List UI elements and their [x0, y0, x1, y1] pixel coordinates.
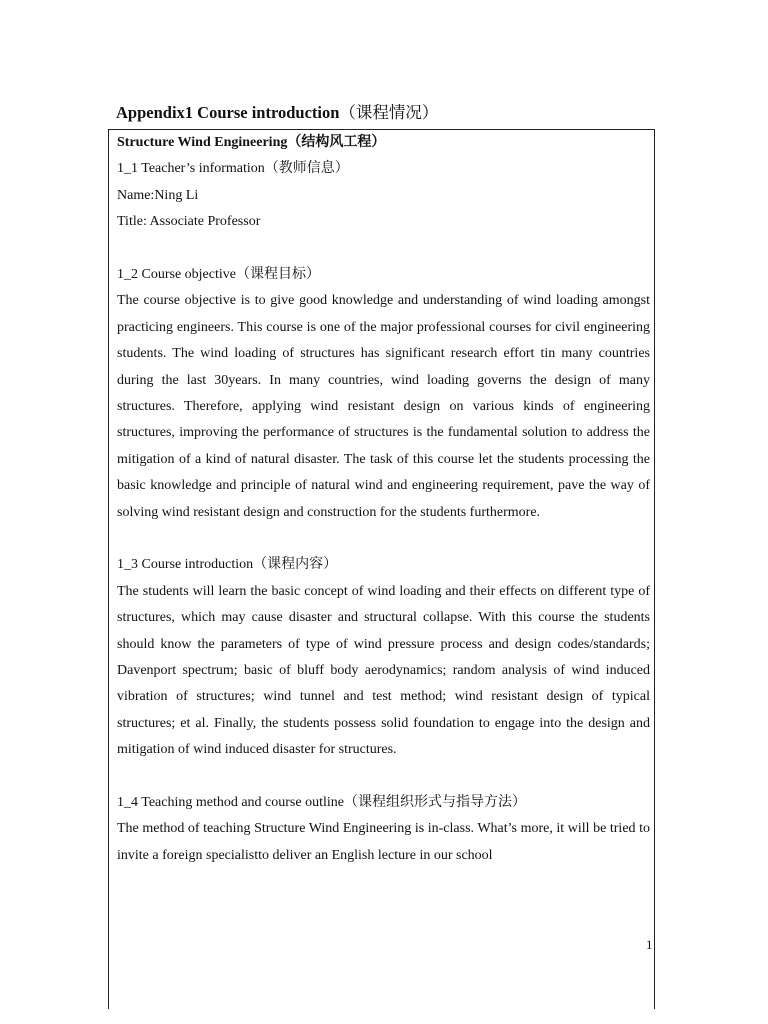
course-name-en: Structure Wind Engineering — [117, 135, 288, 150]
spacer — [117, 236, 650, 262]
introduction-paragraph: The students will learn the basic concept of wind loading and their effects on different type of structures, which may cause disaster and structural collapse. With this course the students should know the parameters of type of wind pressure process and design codes/standards; Davenport spectrum; basic of bluff body aerodynamics; random analysis of wind induced vibration of structures; wind tunnel and test method; wind resistant design of typical structures; et al. Finally, the students possess solid foundation to engage into the design and mitigation of wind induced disaster for structures. — [117, 583, 650, 758]
objective-section-title: 1_2 Course objective — [117, 266, 236, 282]
heading-title: Appendix1 Course introduction — [116, 103, 340, 122]
teacher-name: Name:Ning Li — [117, 187, 199, 203]
teaching-paragraph: The method of teaching Structure Wind Engineering is in-class. What’s more, it will be tried to invite a foreign specialistto deliver an English lecture in our school — [117, 821, 650, 863]
teacher-section-heading — [117, 156, 650, 182]
spacer — [117, 526, 650, 552]
course-info-table — [108, 129, 655, 1009]
objective-paragraph: The course objective is to give good knowledge and understanding of wind loading amongst practicing engineers. This course is one of the major professional courses for civil engineering students. The wind loading of structures has significant research effort tin many countries during the last 30years. In many countries, wind loading governs the design of many structures. Therefore, applying wind resistant design on various kinds of engineering structures, improving the performance of structures is the fundamental solution to address the mitigation of a kind of natural disaster. The task of this course let the students processing the basic knowledge and principle of natural wind and engineering requirement, pave the way of solving wind resistant design and construction for the students furthermore. — [117, 293, 650, 520]
teacher-section-title: 1_1 Teacher’s information — [117, 161, 265, 177]
course-name-cn: （结构风工程） — [287, 135, 386, 150]
teaching-section-heading — [117, 790, 650, 816]
page-heading — [116, 101, 438, 125]
introduction-section-title-cn: （课程内容） — [253, 557, 338, 573]
teacher-section-title-cn: （教师信息） — [264, 161, 349, 177]
introduction-section-heading — [117, 552, 650, 578]
teacher-title: Title: Associate Professor — [117, 214, 261, 230]
course-info-content — [117, 130, 650, 869]
course-name — [117, 130, 650, 156]
teaching-section-title: 1_4 Teaching method and course outline — [117, 795, 344, 811]
teaching-section-title-cn: （课程组织形式与指导方法） — [343, 795, 526, 811]
objective-section-heading — [117, 262, 650, 288]
introduction-section-title: 1_3 Course introduction — [117, 557, 254, 573]
page-number: 1 — [646, 937, 653, 952]
objective-section-title-cn: （课程目标） — [235, 266, 320, 282]
spacer — [117, 764, 650, 790]
heading-title-cn: （课程情况） — [339, 103, 439, 122]
